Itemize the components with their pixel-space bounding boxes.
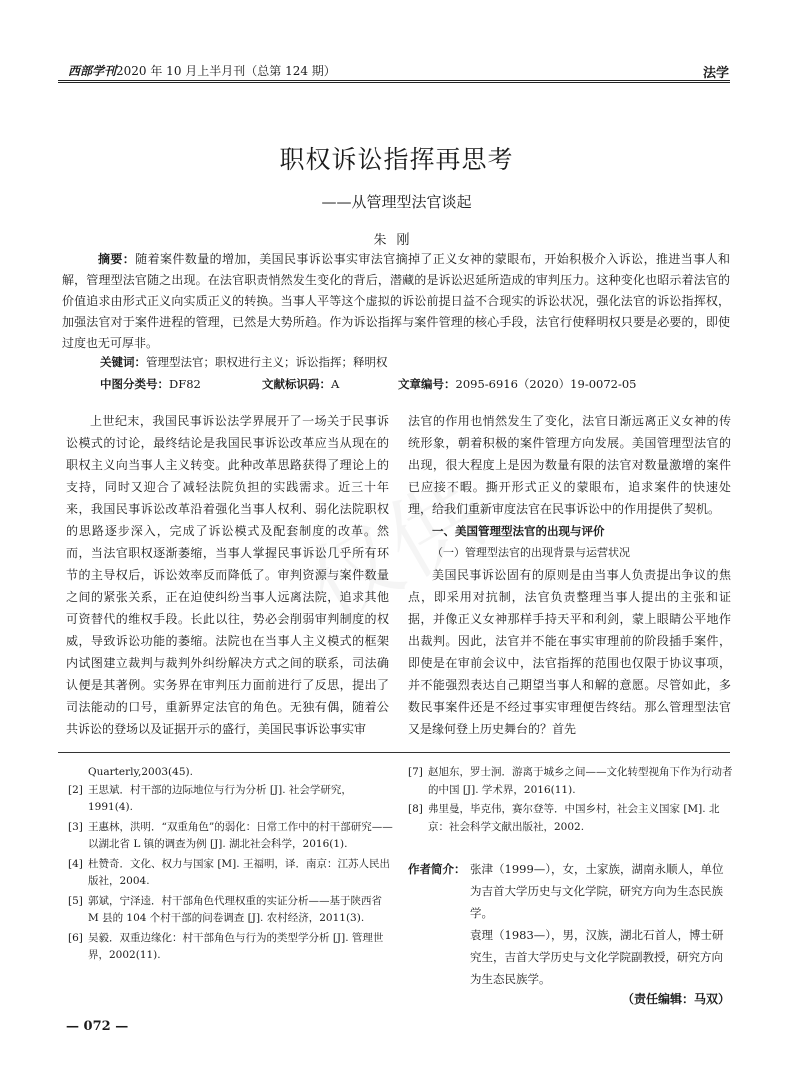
classification-line xyxy=(100,376,660,392)
reference-item xyxy=(408,764,733,799)
article-no-label: 文章编号： xyxy=(398,377,456,391)
reference-item xyxy=(68,930,393,965)
article-subtitle: ——从管理型法官谈起 xyxy=(321,193,472,211)
article-author: 朱刚 xyxy=(373,233,420,248)
reference-text: 王思斌．村干部的边际地位与行为分析 [J]. 社会学研究，1991(4). xyxy=(88,783,352,813)
journal-logo: 西部学刊 xyxy=(68,64,117,78)
reference-item xyxy=(68,893,393,928)
issue-info: 2020 年 10 月上半月刊（总第 124 期） xyxy=(116,64,336,78)
author-bio-1: 张津（1999—），女，土家族，湖南永顺人，单位为吉首大学历史与文化学院，研究方向为生态民族学。 xyxy=(470,862,724,920)
abstract-label: 摘要： xyxy=(98,252,136,266)
references-right xyxy=(408,764,733,838)
body-paragraph: 美国民事诉讼固有的原则是由当事人负责提出争议的焦点，即采用对抗制，法官负责整理当事人提出的主张和证据，并像正义女神那样手持天平和利剑，蒙上眼睛公平地作出裁判。因此，法官并不能在事实审理前的阶段插手案件，即使是在审前会议中，法官指挥的范围也仅限于协议事项，并不能强烈表达自己期望当事人和解的意愿。尽管如此，多数民事案件还是不经过事实审理便告终结。那么管理型法官又是缘何登上历史舞台的？首先 xyxy=(408,568,731,736)
author-bio xyxy=(408,858,733,990)
reference-text: 弗里曼，毕克伟，赛尔登等．中国乡村，社会主义国家 [M]. 北京：社会科学文献出版社，2002. xyxy=(428,803,720,833)
clc-value: DF82 xyxy=(169,377,201,391)
keywords xyxy=(100,354,388,370)
keywords-label: 关键词： xyxy=(100,355,146,369)
header-rule xyxy=(58,80,730,81)
reference-text: 吴毅．双重边缘化：村干部角色与行为的类型学分析 [J]. 管理世界，2002(11). xyxy=(88,931,384,961)
running-header-left xyxy=(68,62,336,79)
clc-label: 中图分类号： xyxy=(100,377,169,391)
reference-continuation: Quarterly,2003(45). xyxy=(88,766,193,778)
reference-text: 王惠林，洪明．“双重角色”的弱化：日常工作中的村干部研究——以湖北省 L 镇的调查为例 [J]. 湖北社会科学，2016(1). xyxy=(88,820,393,850)
reference-number: [6] xyxy=(68,931,83,944)
abstract-text: 随着案件数量的增加，美国民事诉讼事实审法官摘掉了正义女神的蒙眼布，开始积极介入诉讼，推进当事人和解，管理型法官随之出现。在法官职责悄然发生变化的背后，潜藏的是诉讼迟延所造成的审判压力。这种变化也昭示着法官的价值追求由形式正义向实质正义的转换。当事人平等这个虚拟的诉讼前提日益不合现实的诉讼状况，强化法官的诉讼指挥权，加强法官对于案件进程的管理，已然是大势所趋。作为诉讼指挥与案件管理的核心手段，法官行使释明权只要是必要的，即使过度也无可厚非。 xyxy=(62,252,730,350)
reference-number: [3] xyxy=(68,820,83,833)
reference-number: [5] xyxy=(68,894,83,907)
author-bio-label: 作者简介： xyxy=(408,862,466,876)
reference-number: [2] xyxy=(68,783,83,796)
reference-item xyxy=(408,801,733,836)
reference-text: 杜赞奇．文化、权力与国家 [M]. 王福明，译．南京：江苏人民出版社，2004. xyxy=(88,857,390,887)
references-left xyxy=(68,764,393,967)
abstract xyxy=(62,249,730,354)
reference-number: [7] xyxy=(408,766,423,778)
page-number: — 072 — xyxy=(66,1019,129,1034)
section-heading: 一、美国管理型法官的出现与评价 xyxy=(432,524,605,538)
body-column-left xyxy=(66,410,389,740)
reference-text: 郭斌，宁泽逵．村干部角色代理权重的实证分析——基于陕西省 M 县的 104 个村干部的问卷调查 [J]. 农村经济，2011(3). xyxy=(88,894,382,924)
body-paragraph: 上世纪末，我国民事诉讼法学界展开了一场关于民事诉讼模式的讨论，最终结论是我国民事诉讼改革应当从现在的职权主义向当事人主义转变。此种改革思路获得了理论上的支持，同时又迎合了减轻法院负担的实践需求。近三十年来，我国民事诉讼改革沿着强化当事人权利、弱化法院职权的思路逐步深入，完成了诉讼模式及配套制度的改革。然而，当法官职权逐渐萎缩，当事人掌握民事诉讼几乎所有环节的主导权后，诉讼效率反而降低了。审判资源与案件数量之间的紧张关系，正在迫使纠纷当事人远离法院，追求其他可资替代的维权手段。长此以往，势必会削弱审判制度的权威，导致诉讼功能的萎缩。法院也在当事人主义模式的框架内试图建立裁判与裁判外纠纷解决方式之间的联系，司法确认便是其著例。实务界在审判压力面前进行了反思，提出了司法能动的口号，重新界定法官的角色。无独有偶，随着公共诉讼的登场以及证据开示的盛行，美国民事诉讼事实审 xyxy=(66,414,389,736)
reference-number: [4] xyxy=(68,857,83,870)
author-bio-2: 袁理（1983—），男，汉族，湖北石首人，博士研究生，吉首大学历史与文化学院副教授，研究方向为生态民族学。 xyxy=(470,928,724,986)
doc-code-value: A xyxy=(331,377,340,391)
section-label: 法学 xyxy=(703,66,730,81)
body-paragraph: 法官的作用也悄然发生了变化，法官日渐远离正义女神的传统形象，朝着积极的案件管理方向发展。美国管理型法官的出现，很大程度上是因为数量有限的法官对数量激增的案件已应接不暇。撕开形式正义的蒙眼布，追求案件的快速处理，给我们重新审度法官在民事诉讼中的作用提供了契机。 xyxy=(408,414,731,516)
subsection-heading: （一）管理型法官的出现背景与运营状况 xyxy=(432,546,630,559)
article-title: 职权诉讼指挥再思考 xyxy=(279,145,514,174)
reference-item xyxy=(68,856,393,891)
reference-text: 赵旭东，罗士泂．游离于城乡之间——文化转型视角下作为行动者的中国 [J]. 学术界，2016(11). xyxy=(428,766,733,796)
reference-number: [8] xyxy=(408,803,423,815)
reference-item xyxy=(68,819,393,854)
editor-credit: （责任编辑：马双） xyxy=(621,992,730,1006)
doc-code-label: 文献标识码： xyxy=(262,377,331,391)
reference-item xyxy=(68,782,393,817)
references-rule xyxy=(58,752,730,753)
article-no-value: 2095-6916（2020）19-0072-05 xyxy=(455,377,637,391)
keywords-text: 管理型法官；职权进行主义；诉讼指挥；释明权 xyxy=(146,355,388,369)
header-rule-2 xyxy=(58,82,730,83)
body-column-right xyxy=(408,410,731,740)
